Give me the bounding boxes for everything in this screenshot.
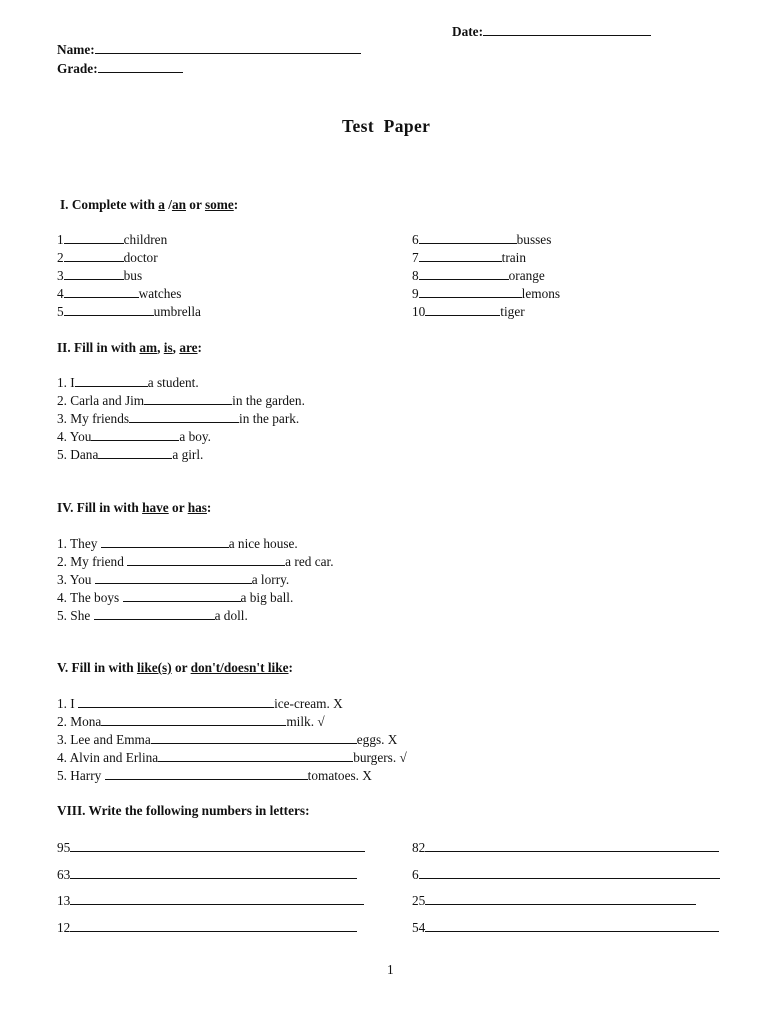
item-word: orange [508, 268, 545, 283]
number-label: 54 [412, 919, 426, 935]
section-2-sep2: , [172, 340, 180, 355]
section-4-word-have: have [142, 500, 169, 515]
item-suffix: a boy. [179, 429, 212, 444]
section-4-word-has: has [187, 500, 207, 515]
item-prefix: 5. She [57, 608, 94, 623]
number-label: 82 [412, 840, 426, 855]
item-word: lemons [521, 286, 561, 301]
list-item [57, 535, 334, 553]
answer-blank[interactable] [70, 840, 365, 852]
item-number: 5 [57, 304, 64, 319]
item-prefix: 1. They [57, 536, 101, 551]
section-2-word-am: am [139, 340, 158, 355]
item-word: watches [138, 286, 182, 301]
date-field[interactable]: Date: [452, 24, 651, 40]
section-1-word-a: a [158, 197, 165, 212]
section-5-list [57, 695, 407, 785]
answer-blank[interactable] [105, 768, 308, 780]
number-label: 95 [57, 840, 71, 855]
answer-blank[interactable] [425, 920, 719, 932]
list-item [57, 749, 407, 767]
list-item [57, 267, 201, 285]
item-number: 2 [57, 250, 64, 265]
item-number: 6 [412, 232, 419, 247]
list-item [57, 892, 365, 919]
answer-blank[interactable] [64, 232, 124, 244]
list-item [57, 392, 305, 410]
section-5-sep1: or [171, 660, 191, 675]
item-word: bus [123, 268, 143, 283]
list-item [57, 303, 201, 321]
list-item [57, 919, 365, 946]
item-prefix: 2. Mona [57, 714, 102, 729]
answer-blank[interactable] [78, 696, 274, 708]
item-number: 10 [412, 304, 426, 319]
section-1-word-some: some [204, 197, 234, 212]
section-2-heading [57, 340, 202, 356]
answer-blank[interactable] [94, 608, 215, 620]
section-1-word-an: an [171, 197, 186, 212]
item-number: 3 [57, 268, 64, 283]
item-suffix: a red car. [285, 554, 334, 569]
answer-blank[interactable] [419, 232, 517, 244]
item-number: 8 [412, 268, 419, 283]
number-label: 25 [412, 893, 426, 908]
page-number: 1 [387, 962, 394, 977]
item-suffix: a nice house. [228, 536, 298, 551]
answer-blank[interactable] [144, 393, 232, 405]
answer-blank[interactable] [70, 920, 357, 932]
item-suffix: burgers. √ [353, 750, 407, 765]
list-item [57, 767, 407, 785]
section-1-colon: : [233, 197, 239, 212]
number-label: 12 [57, 919, 71, 935]
section-2-sep1: , [157, 340, 164, 355]
item-word: umbrella [153, 304, 201, 319]
item-prefix: 2. Carla and Jim [57, 393, 145, 408]
answer-blank[interactable] [127, 554, 285, 566]
item-word: children [123, 232, 168, 247]
section-5-heading [57, 660, 293, 676]
item-word: busses [516, 232, 552, 247]
grade-blank[interactable] [98, 61, 183, 73]
answer-blank[interactable] [70, 893, 364, 905]
item-prefix: 3. Lee and Emma [57, 732, 151, 747]
list-item [57, 866, 365, 893]
section-4-colon: : [206, 500, 212, 515]
item-word: tiger [500, 304, 525, 319]
list-item [412, 919, 720, 946]
section-4-list [57, 535, 334, 625]
answer-blank[interactable] [98, 447, 172, 459]
answer-blank[interactable] [64, 286, 139, 298]
section-8-right-list [412, 839, 720, 945]
item-suffix: ice-cream. X [274, 696, 343, 711]
list-item [412, 866, 720, 893]
section-1-sep2: or [185, 197, 205, 212]
name-label: Name [57, 42, 91, 57]
answer-blank[interactable] [419, 250, 502, 262]
section-8-left-list [57, 839, 365, 945]
answer-blank[interactable] [91, 429, 179, 441]
section-2-list [57, 374, 305, 464]
answer-blank[interactable] [123, 590, 241, 602]
list-item [412, 285, 560, 303]
item-prefix: 4. You [57, 429, 92, 444]
section-2-colon: : [197, 340, 202, 355]
item-prefix: 2. My friend [57, 554, 128, 569]
list-item [57, 731, 407, 749]
list-item [57, 553, 334, 571]
section-8-heading: VIII. Write the following numbers in letters: [57, 803, 310, 818]
item-suffix: in the garden. [232, 393, 305, 408]
item-suffix: a lorry. [251, 572, 290, 587]
list-item [57, 571, 334, 589]
list-item [57, 713, 407, 731]
item-number: 9 [412, 286, 419, 301]
item-suffix: in the park. [239, 411, 300, 426]
page-title: Test Paper [342, 116, 431, 136]
list-item [57, 285, 201, 303]
answer-blank[interactable] [75, 375, 148, 387]
section-1-prefix: I. Complete with [60, 197, 159, 212]
item-prefix: 3. You [57, 572, 95, 587]
item-suffix: a girl. [172, 447, 204, 462]
section-1-sep1: / [164, 197, 172, 212]
section-5-word-dont-like: don't/doesn't like [190, 660, 289, 675]
item-suffix: eggs. X [356, 732, 398, 747]
answer-blank[interactable] [419, 867, 720, 879]
answer-blank[interactable] [425, 840, 719, 852]
list-item [412, 249, 560, 267]
list-item [57, 607, 334, 625]
name-field[interactable]: Name: [57, 42, 361, 58]
list-item [57, 374, 305, 392]
grade-field[interactable]: Grade: [57, 61, 183, 77]
item-suffix: a student. [147, 375, 199, 390]
list-item [412, 839, 720, 866]
section-4-sep1: or [168, 500, 188, 515]
section-5-prefix: V. Fill in with [57, 660, 137, 675]
section-4-heading [57, 500, 211, 516]
number-label: 63 [57, 866, 71, 882]
list-item [57, 839, 365, 866]
number-label: 6 [412, 866, 419, 882]
answer-blank[interactable] [129, 411, 239, 423]
item-prefix: 1. I [57, 375, 75, 390]
item-suffix: a big ball. [240, 590, 294, 605]
answer-blank[interactable] [425, 304, 500, 316]
number-label: 13 [57, 893, 71, 908]
answer-blank[interactable] [419, 286, 522, 298]
answer-blank[interactable] [64, 268, 124, 280]
answer-blank[interactable] [151, 732, 357, 744]
grade-label: Grade [57, 61, 94, 76]
date-blank[interactable] [483, 24, 651, 36]
section-5-word-likes: like(s) [136, 660, 172, 675]
answer-blank[interactable] [158, 750, 353, 762]
section-1-left-list [57, 231, 201, 321]
item-prefix: 4. The boys [57, 590, 123, 605]
item-number: 4 [57, 286, 64, 301]
item-number: 1 [57, 232, 64, 247]
list-item [57, 428, 305, 446]
section-1-heading [60, 197, 238, 213]
answer-blank[interactable] [101, 536, 229, 548]
list-item [57, 695, 407, 713]
section-5-colon: : [288, 660, 293, 675]
item-prefix: 1. I [57, 696, 79, 711]
list-item [57, 589, 334, 607]
answer-blank[interactable] [101, 714, 286, 726]
answer-blank[interactable] [95, 572, 252, 584]
date-label: Date [452, 24, 479, 39]
answer-blank[interactable] [64, 304, 154, 316]
answer-blank[interactable] [70, 867, 357, 879]
list-item [57, 249, 201, 267]
list-item [57, 446, 305, 464]
item-prefix: 5. Dana [57, 447, 99, 462]
section-4-prefix: IV. Fill in with [57, 500, 143, 515]
section-1-right-list [412, 231, 560, 321]
item-number: 7 [412, 250, 419, 265]
list-item [57, 231, 201, 249]
item-word: train [501, 250, 527, 265]
name-blank[interactable] [95, 42, 361, 54]
item-prefix: 4. Alvin and Erlina [57, 750, 159, 765]
item-prefix: 5. Harry [57, 768, 105, 783]
item-suffix: tomatoes. X [307, 768, 372, 783]
item-word: doctor [123, 250, 158, 265]
list-item [412, 231, 560, 249]
section-2-word-is: is [163, 340, 173, 355]
item-suffix: a doll. [214, 608, 248, 623]
item-suffix: milk. √ [286, 714, 325, 729]
list-item [412, 303, 560, 321]
section-2-prefix: II. Fill in with [57, 340, 140, 355]
list-item [57, 410, 305, 428]
item-prefix: 3. My friends [57, 411, 130, 426]
answer-blank[interactable] [64, 250, 124, 262]
list-item [412, 892, 720, 919]
answer-blank[interactable] [425, 893, 696, 905]
answer-blank[interactable] [419, 268, 509, 280]
section-2-word-are: are [179, 340, 198, 355]
list-item [412, 267, 560, 285]
